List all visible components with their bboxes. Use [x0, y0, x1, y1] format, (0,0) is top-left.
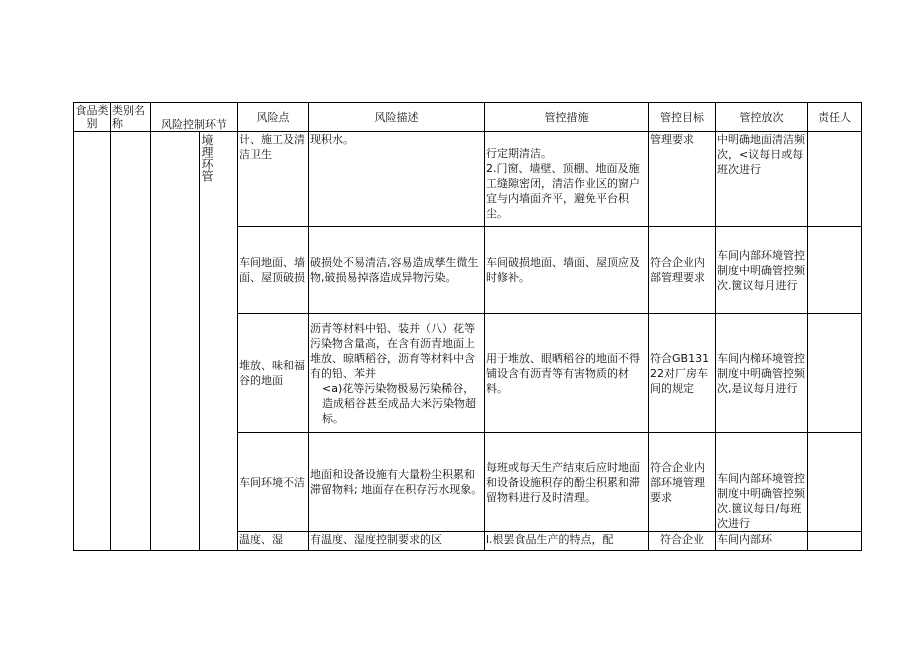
control-step-sub-cell	[200, 132, 238, 551]
header-control-frequency: 管控放次	[716, 103, 808, 132]
control-step-cell	[151, 132, 200, 551]
responsible-cell	[808, 433, 862, 532]
control-frequency-cell: 车间内部环	[716, 532, 808, 551]
risk-description-cell	[309, 314, 485, 433]
risk-description-indented: <a)花等污染物极易污染稀谷，造成稻谷甚至成品大米污染物超标。	[322, 381, 476, 425]
header-control-target: 管控目标	[649, 103, 716, 132]
control-target-cell: 符合GB13122对厂房车间的规定	[649, 314, 716, 433]
control-measures-cell: l.根罢食品生产的特点，配	[485, 532, 649, 551]
risk-description-line	[310, 381, 483, 426]
responsible-cell	[808, 314, 862, 433]
risk-description-line: 沥青等材料中铅、装并（八）花等污染物含量高，在含有沥青地面上堆放、晾晒稻谷，沥育等材料中含有的铅、苯并	[310, 321, 475, 380]
header-control-step: 风险控制环节	[151, 103, 238, 132]
control-frequency-cell: 车间内部环境管控制度中明确管控频次.篋议每日/每班次进行	[716, 433, 808, 532]
control-frequency-cell: 车间内梯环境管控制度中明确管控频次,是议每月进行	[716, 314, 808, 433]
control-measures-cell: 用于堆放、眼晒稻谷的地面不得铺设含有沥青等有害物质的材料。	[485, 314, 649, 433]
risk-description-cell: 现积水。	[309, 132, 485, 227]
risk-control-table	[73, 102, 862, 551]
table-row	[74, 132, 862, 227]
header-risk-description: 风险描述	[309, 103, 485, 132]
control-measures-cell	[485, 132, 649, 227]
header-control-measures: 管控措施	[485, 103, 649, 132]
control-target-cell: 管理要求	[649, 132, 716, 227]
control-frequency-cell: 车间内部环境管控制度中明确管控频次.篋议每月进行	[716, 227, 808, 314]
risk-description-cell: 有温度、湿度控制要求的区	[309, 532, 485, 551]
responsible-cell	[808, 532, 862, 551]
control-target-cell: 符合企业	[649, 532, 716, 551]
food-category-cell	[74, 132, 111, 551]
risk-point-cell: 堆放、味和福谷的地面	[238, 314, 309, 433]
control-target-cell: 符合企业内部管理要求	[649, 227, 716, 314]
control-measure-line: 2.门窗、墙壁、顶棚、地面及施工缝隙密闭，清洁作业区的窗户宜与内墙面齐平，避免平台积尘。	[486, 162, 640, 220]
risk-point-cell: 车间地面、墙面、屋顶破损	[238, 227, 309, 314]
header-row	[74, 103, 862, 132]
control-measures-cell: 车间破损地面、墙面、屋顶应及时修补。	[485, 227, 649, 314]
control-measure-line: 行定期清洁。	[486, 147, 552, 160]
header-food-category: 食品类别	[75, 104, 109, 130]
header-category-name: 类别名称	[111, 103, 151, 132]
category-name-cell	[111, 132, 151, 551]
header-responsible: 责任人	[808, 103, 862, 132]
risk-point-cell: 温度、湿	[238, 532, 309, 551]
control-step-sub-text: 境理环管	[200, 134, 214, 182]
responsible-cell	[808, 132, 862, 227]
risk-description-cell: 地面和设备设施有大量粉尘积累和滞留物料; 地面存在积存污水现象。	[309, 433, 485, 532]
risk-description-cell: 破损处不易清洁,容易造成孳生微生物,破损易掉落造成异物污染。	[309, 227, 485, 314]
control-target-cell: 符合企业内部环境管理要求	[649, 433, 716, 532]
risk-point-cell: 计、施工及清洁卫生	[238, 132, 309, 227]
header-risk-point: 风险点	[238, 103, 309, 132]
responsible-cell	[808, 227, 862, 314]
risk-point-cell: 车间环境不洁	[238, 433, 309, 532]
control-measures-cell: 每班或每天生产结束后应时地面和设备设施积存的酚尘积累和滞留物料进行及时清理。	[485, 433, 649, 532]
control-frequency-cell: 中明确地面清洁频次，<议每日或每班次进行	[716, 132, 808, 227]
